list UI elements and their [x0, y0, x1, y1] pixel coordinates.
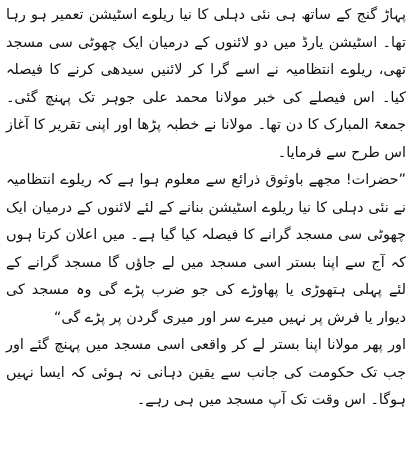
paragraph-conclusion: اور پھر مولانا اپنا بستر لے کر واقعی اسی مسجد میں پہنچ گئے اور جب تک حکومت کی جانب سے یقین دہانی نہ ہوئی کہ ایسا نہیں ہوگا۔ اس وقت تک آپ مسجد میں ہی رہے۔	[6, 337, 406, 408]
paragraph-intro: پہاڑ گنج کے ساتھ ہی نئی دہلی کا نیا ریلوے اسٹیشن تعمیر ہو رہا تھا۔ اسٹیشن یارڈ میں دو لائنوں کے درمیان ایک چھوٹی سی مسجد تھی، ریلوے انتظامیہ نے اسے گرا کر لائنیں سیدھی کرنے کا فیصلہ کیا۔ اس فیصلے کی خبر مولانا محمد علی جوہر تک پہنچ گئی۔ جمعۃ المبارک کا دن تھا۔ مولانا نے خطبہ پڑھا اور اپنی تقریر کا آغاز اس طرح سے فرمایا۔	[6, 7, 406, 161]
paragraph-speech-quote: ”حضرات! مجھے باوثوق ذرائع سے معلوم ہوا ہے کہ ریلوے انتظامیہ نے نئی دہلی کا نیا ریلوے اسٹیشن بنانے کے لئے لائنوں کے درمیان ایک چھوٹی سی مسجد گرانے کا فیصلہ کیا گیا ہے۔ میں اعلان کرتا ہوں کہ آج سے اپنا بستر اسی مسجد میں لے جاؤں گا مسجد گرانے کے لئے پہلی ہتھوڑی یا پھاوڑے کی جو ضرب پڑے گی وہ مسجد کی دیوار یا فرش پر نہیں میرے سر اور میری گردن پر پڑے گی“	[6, 172, 406, 326]
